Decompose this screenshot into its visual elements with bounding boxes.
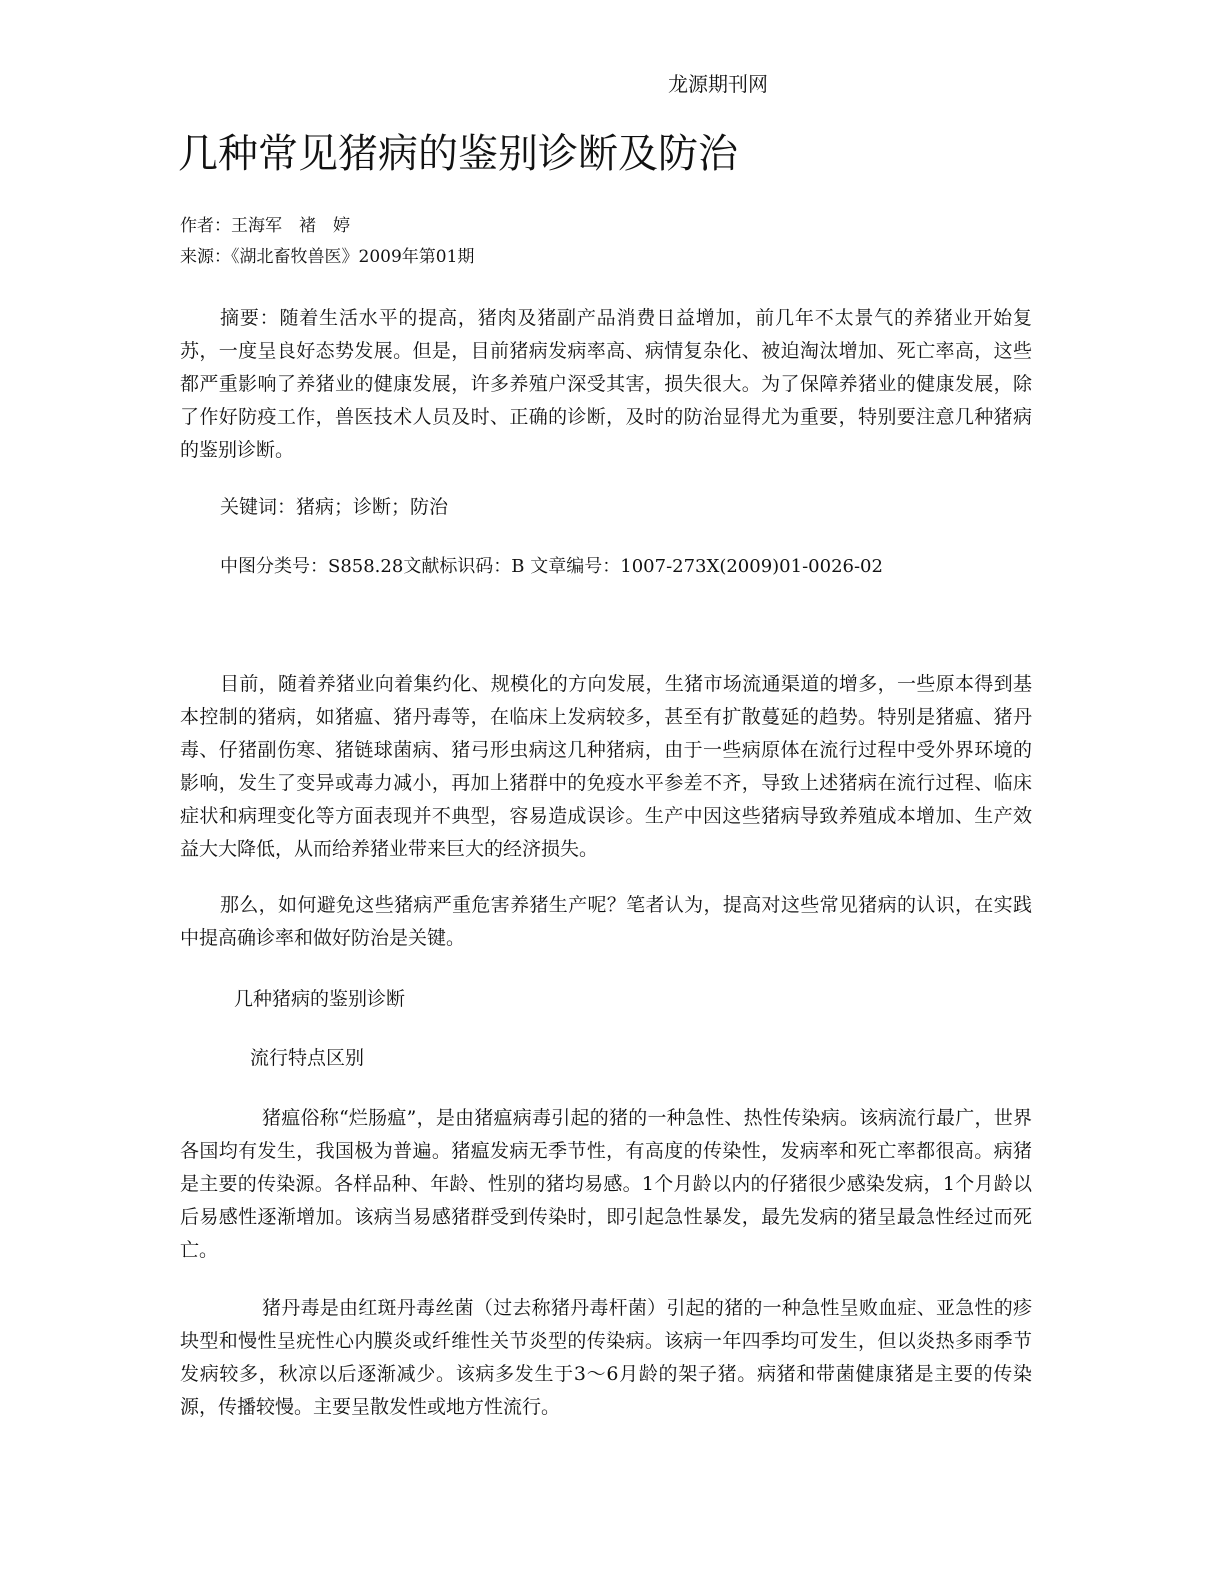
question-paragraph: 那么，如何避免这些猪病严重危害养猪生产呢？笔者认为，提高对这些常见猪病的认识，在实践中提高确诊率和做好防治是关键。	[180, 894, 1032, 949]
article-title: 几种常见猪病的鉴别诊断及防治	[178, 131, 738, 177]
swine-fever-paragraph: 猪瘟俗称“烂肠瘟”，是由猪瘟病毒引起的猪的一种急性、热性传染病。该病流行最广，世界各国均有发生，我国极为普遍。猪瘟发病无季节性，有高度的传染性，发病率和死亡率都很高。病猪是主要的传染源。各样品种、年龄、性别的猪均易感。1个月龄以内的仔猪很少感染发病，1个月龄以后易感性逐渐增加。该病当易感猪群受到传染时，即引起急性暴发，最先发病的猪呈最急性经过而死亡。	[180, 1107, 1032, 1261]
source-line: 来源：《湖北畜牧兽医》2009年第01期	[180, 247, 475, 267]
erysipelas-paragraph: 猪丹毒是由红斑丹毒丝菌（过去称猪丹毒杆菌）引起的猪的一种急性呈败血症、亚急性的疹块型和慢性呈疣性心内膜炎或纤维性关节炎型的传染病。该病一年四季均可发生，但以炎热多雨季节发病较多，秋凉以后逐渐减少。该病多发生于3～6月龄的架子猪。病猪和带菌健康猪是主要的传染源，传播较慢。主要呈散发性或地方性流行。	[180, 1297, 1032, 1418]
site-name: 龙源期刊网	[668, 72, 768, 96]
classification-line: 中图分类号：S858.28文献标识码：B 文章编号：1007-273X(2009)01-0026-02	[220, 556, 883, 577]
intro-paragraph: 目前，随着养猪业向着集约化、规模化的方向发展，生猪市场流通渠道的增多，一些原本得到基本控制的猪病，如猪瘟、猪丹毒等，在临床上发病较多，甚至有扩散蔓延的趋势。特别是猪瘟、猪丹毒、仔猪副伤寒、猪链球菌病、猪弓形虫病这几种猪病，由于一些病原体在流行过程中受外界环境的影响，发生了变异或毒力减小，再加上猪群中的免疫水平参差不齐，导致上述猪病在流行过程、临床症状和病理变化等方面表现并不典型，容易造成误诊。生产中因这些猪病导致养殖成本增加、生产效益大大降低，从而给养猪业带来巨大的经济损失。	[180, 673, 1032, 860]
keywords-line: 关键词：猪病；诊断；防治	[220, 496, 449, 518]
abstract-paragraph: 摘要：随着生活水平的提高，猪肉及猪副产品消费日益增加，前几年不太景气的养猪业开始复苏，一度呈良好态势发展。但是，目前猪病发病率高、病情复杂化、被迫淘汰增加、死亡率高，这些都严重影响了养猪业的健康发展，许多养殖户深受其害，损失很大。为了保障养猪业的健康发展，除了作好防疫工作，兽医技术人员及时、正确的诊断，及时的防治显得尤为重要，特别要注意几种猪病的鉴别诊断。	[180, 307, 1032, 461]
author-line: 作者：王海军 褚 婷	[180, 216, 350, 236]
section-heading: 几种猪病的鉴别诊断	[234, 988, 406, 1010]
subsection-heading: 流行特点区别	[250, 1047, 365, 1069]
